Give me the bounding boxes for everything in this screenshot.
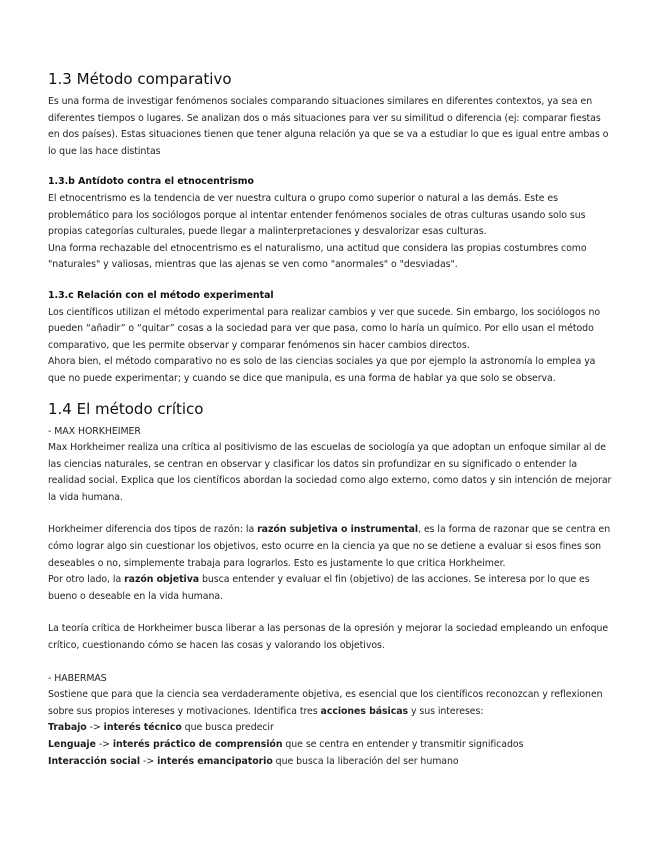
list-item-trabajo: Trabajo -> interés técnico que busca predecir (48, 722, 274, 734)
list-item-interaccion-social: Interacción social -> interés emancipatorio que busca la liberación del ser humano (48, 755, 459, 767)
document-page (48, 70, 614, 770)
paragraph-etnocentrismo-2: Una forma rechazable del etnocentrismo es el naturalismo, una actitud que considera las propias costumbres como "naturales" y valiosas, mientras que las ajenas se ven como "anormales" o "desviadas". (48, 242, 587, 271)
section-title-metodo-comparativo: 1.3 Método comparativo (48, 70, 232, 88)
list-item-lenguaje: Lenguaje -> interés práctico de comprensión que se centra en entender y transmitir significados (48, 739, 524, 750)
paragraph-horkheimer-3: Por otro lado, la razón objetiva busca entender y evaluar el fin (objetivo) de las acciones. Se interesa por lo que es bueno o deseable en la vida humana. (48, 574, 590, 602)
paragraph-habermas: Sostiene que para que la ciencia sea verdaderamente objetiva, es esencial que los científicos reconozcan y reflexionen sobre sus propios intereses y motivaciones. Identifica tres acciones básicas y sus intereses: (48, 689, 603, 717)
subheading-metodo-experimental: 1.3.c Relación con el método experimental (48, 289, 274, 301)
paragraph-metodo-comparativo: Es una forma de investigar fenómenos sociales comparando situaciones similares en diferentes contextos, ya sea en diferentes tiempos o lugares. Se analizan dos o más situaciones para ver su similitud o diferencia (ej: comparar fiestas en dos países). Estas situaciones tienen que tener alguna relación ya que se va a estudiar lo que es igual entre ambas o lo que las hace distintas (48, 96, 609, 157)
subheading-etnocentrismo: 1.3.b Antídoto contra el etnocentrismo (48, 176, 254, 188)
paragraph-experimental-2: Ahora bien, el método comparativo no es solo de las ciencias sociales ya que por ejemplo la astronomía lo emplea ya que no puede experimentar; y cuando se dice que manipula, es una forma de hablar ya que solo se observa. (48, 356, 596, 384)
paragraph-teoria-critica: La teoría crítica de Horkheimer busca liberar a las personas de la opresión y mejorar la sociedad empleando un enfoque crítico, cuestionando cómo se hacen las cosas y valorando los objetivos. (48, 623, 609, 652)
paragraph-etnocentrismo-1: El etnocentrismo es la tendencia de ver nuestra cultura o grupo como superior o natural a las demás. Este es problemático para los sociólogos porque al intentar entender fenómenos sociales de otras culturas usando solo sus propias categorías culturales, puede llegar a malinterpretaciones y desvalorizar esas culturas. (48, 192, 586, 238)
section-title-metodo-critico: 1.4 El método crítico (48, 399, 204, 418)
paragraph-horkheimer-2: Horkheimer diferencia dos tipos de razón: la razón subjetiva o instrumental, es la forma de razonar que se centra en cómo lograr algo sin cuestionar los objetivos, esto ocurre en la ciencia ya que no se detiene a evaluar si esos fines son deseables o no, simplemente trabaja para lograrlos. Esto es justamente lo que critica Horkheimer. (48, 524, 611, 569)
paragraph-experimental-1: Los científicos utilizan el método experimental para realizar cambios y ver que sucede. Sin embargo, los sociólogos no pueden “añadir” o “quitar” cosas a la sociedad para ver que pasa, como lo haría un químico. Por ello usan el método comparativo, que les permite observar y comparar fenómenos sin hacer cambios directos. (48, 306, 601, 351)
paragraph-horkheimer-1: Max Horkheimer realiza una crítica al positivismo de las escuelas de sociología ya que adoptan un enfoque similar al de las ciencias naturales, se centran en observar y clasificar los datos sin profundizar en su significado o entender la realidad social. Explica que los científicos abordan la sociedad como algo externo, como datos y sin intención de mejorar la vida humana. (48, 442, 612, 503)
label-habermas: - HABERMAS (48, 672, 107, 684)
label-horkheimer: - MAX HORKHEIMER (48, 425, 141, 437)
